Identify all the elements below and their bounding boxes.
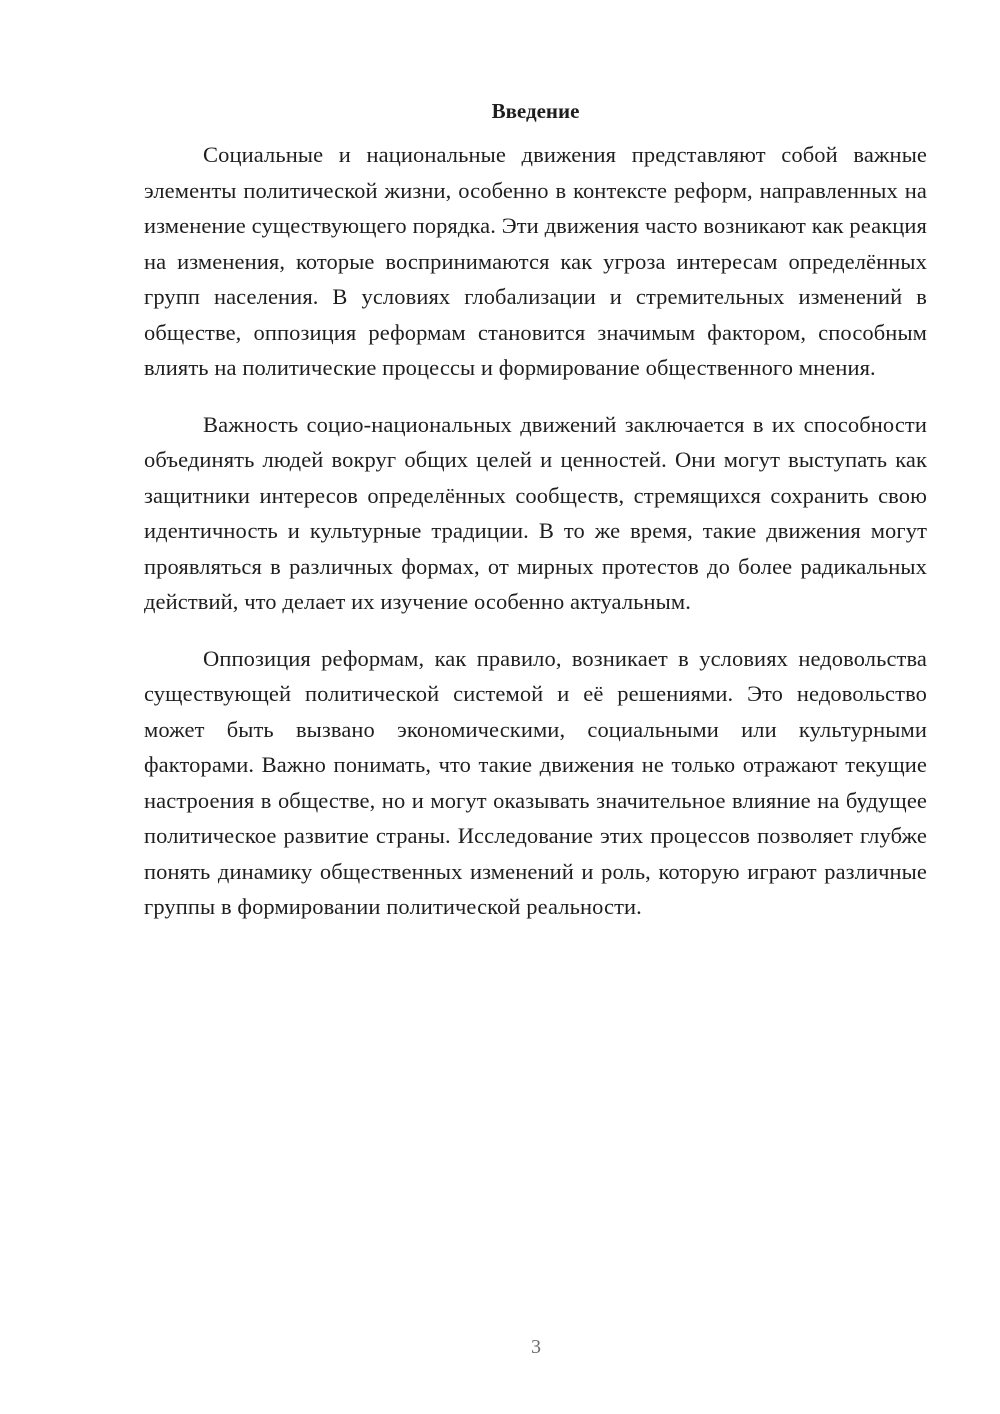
page-content bbox=[144, 96, 927, 925]
paragraph-2: Важность социо-национальных движений заключается в их способности объединять людей вокруг общих целей и ценностей. Они могут выступать как защитники интересов определённых сообществ, стремящихся сохранить свою идентичность и культурные традиции. В то же время, такие движения могут проявляться в различных формах, от мирных протестов до более радикальных действий, что делает их изучение особенно актуальным. bbox=[144, 411, 927, 614]
page-number: 3 bbox=[531, 1336, 541, 1358]
section-title: Введение bbox=[491, 99, 580, 123]
paragraph-3: Оппозиция реформам, как правило, возникает в условиях недовольства существующей политической системой и её решениями. Это недовольство может быть вызвано экономическими, социальными или культурными факторами. Важно понимать, что такие движения не только отражают текущие настроения в обществе, но и могут оказывать значительное влияние на будущее политическое развитие страны. Исследование этих процессов позволяет глубже понять динамику общественных изменений и роль, которую играют различные группы в формировании политической реальности. bbox=[144, 645, 927, 919]
paragraph-1: Социальные и национальные движения представляют собой важные элементы политической жизни, особенно в контексте реформ, направленных на изменение существующего порядка. Эти движения часто возникают как реакция на изменения, которые воспринимаются как угроза интересам определённых групп населения. В условиях глобализации и стремительных изменений в обществе, оппозиция реформам становится значимым фактором, способным влиять на политические процессы и формирование общественного мнения. bbox=[144, 142, 927, 380]
